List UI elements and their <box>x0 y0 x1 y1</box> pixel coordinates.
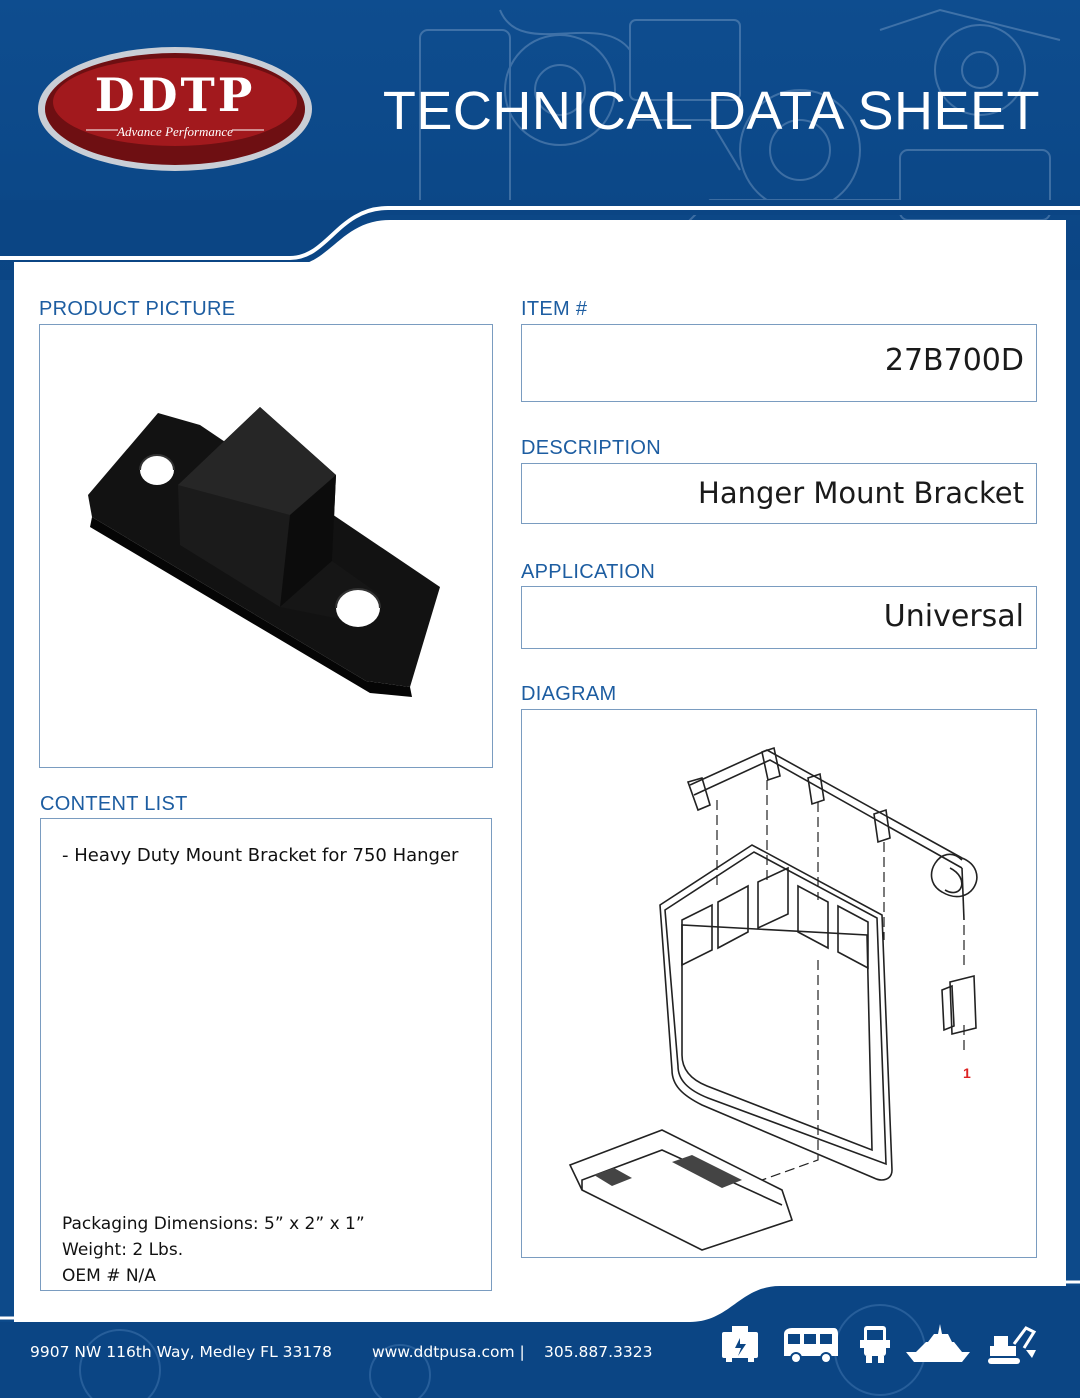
generator-icon <box>718 1322 762 1366</box>
product-picture-box <box>39 324 493 768</box>
header-wave <box>0 200 1080 300</box>
footer-phone[interactable]: 305.887.3323 <box>544 1343 653 1361</box>
description-box <box>521 463 1037 524</box>
description-label: DESCRIPTION <box>521 437 661 459</box>
application-value: Universal <box>883 599 1024 634</box>
diagram-callout: 1 <box>963 1065 971 1081</box>
item-number-label: ITEM # <box>521 298 588 320</box>
excavator-icon <box>986 1322 1038 1366</box>
bus-icon <box>780 1322 840 1366</box>
footer-website[interactable]: www.ddtpusa.com | <box>372 1343 525 1361</box>
packaging-dimensions: Packaging Dimensions: 5” x 2” x 1” <box>62 1214 365 1234</box>
application-box <box>521 586 1037 649</box>
item-number-box <box>521 324 1037 402</box>
oem-number: OEM # N/A <box>62 1266 156 1286</box>
content-list-item: - Heavy Duty Mount Bracket for 750 Hanger <box>62 845 459 866</box>
logo-tagline: Advance Performance <box>117 124 233 139</box>
exploded-diagram <box>522 710 1034 1255</box>
page-title: TECHNICAL DATA SHEET <box>382 81 1040 141</box>
product-picture-label: PRODUCT PICTURE <box>39 298 236 320</box>
weight: Weight: 2 Lbs. <box>62 1240 184 1260</box>
ddtp-logo <box>36 44 314 174</box>
footer-address: 9907 NW 116th Way, Medley FL 33178 <box>30 1343 332 1361</box>
truck-icon <box>858 1322 892 1366</box>
diagram-box <box>521 709 1037 1258</box>
yacht-icon <box>904 1322 974 1366</box>
content-list-label: CONTENT LIST <box>40 793 188 815</box>
item-number-value: 27B700D <box>884 343 1024 378</box>
description-value: Hanger Mount Bracket <box>698 476 1024 510</box>
application-label: APPLICATION <box>521 561 656 583</box>
product-image <box>40 325 490 765</box>
diagram-label: DIAGRAM <box>521 683 617 705</box>
logo-brand: DDTP <box>94 68 256 122</box>
